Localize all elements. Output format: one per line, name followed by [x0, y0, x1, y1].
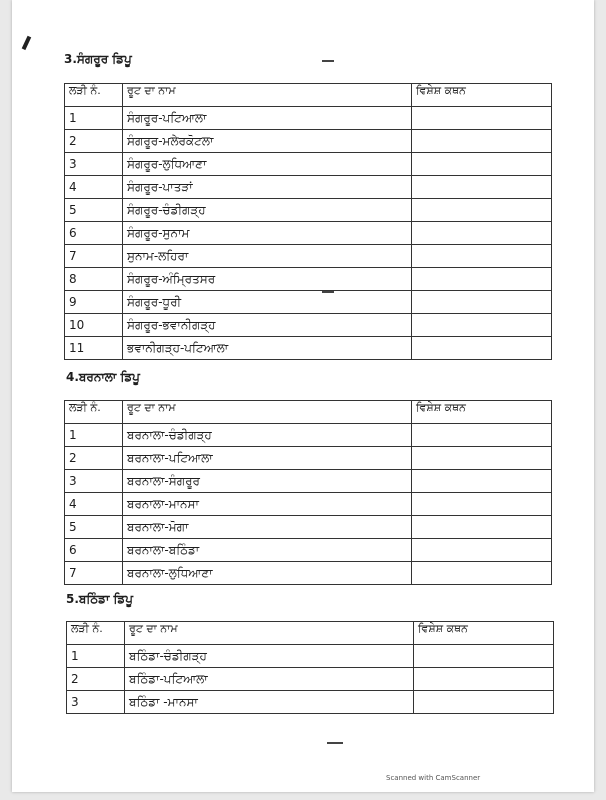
serial-cell: 9: [65, 291, 123, 314]
serial-cell: 1: [65, 107, 123, 130]
table-row: [65, 493, 552, 516]
remarks-cell: [412, 222, 552, 245]
table-header-row: [65, 401, 552, 424]
route-cell: ਬਰਨਾਲਾ-ਬਠਿੰਡਾ: [123, 539, 412, 562]
serial-cell: 6: [65, 222, 123, 245]
remarks-cell: [412, 176, 552, 199]
route-cell: ਸੰਗਰੂਰ-ਚੰਡੀਗੜ੍ਹ: [123, 199, 412, 222]
table-row: [65, 222, 552, 245]
col-header-serial: ਲੜੀ ਨੰ.: [65, 84, 123, 107]
scanner-watermark: Scanned with CamScanner: [386, 774, 481, 782]
col-header-serial: ਲੜੀ ਨੰ.: [65, 401, 123, 424]
table-row: [65, 130, 552, 153]
route-cell: ਬਰਨਾਲਾ-ਪਟਿਆਲਾ: [123, 447, 412, 470]
table-row: [65, 153, 552, 176]
remarks-cell: [412, 153, 552, 176]
table-row: [65, 314, 552, 337]
table-row: [65, 424, 552, 447]
table-row: [65, 245, 552, 268]
col-header-route: ਰੂਟ ਦਾ ਨਾਮ: [125, 622, 414, 645]
route-cell: ਭਵਾਨੀਗੜ੍ਹ-ਪਟਿਆਲਾ: [123, 337, 412, 360]
table-row: [65, 470, 552, 493]
col-header-remarks: ਵਿਸ਼ੇਸ਼ ਕਥਨ: [412, 84, 552, 107]
remarks-cell: [412, 424, 552, 447]
col-header-route: ਰੂਟ ਦਾ ਨਾਮ: [123, 401, 412, 424]
route-cell: ਸੰਗਰੂਰ-ਮਲੇਰਕੋਟਲਾ: [123, 130, 412, 153]
table-row: [65, 539, 552, 562]
route-cell: ਬਠਿੰਡਾ -ਮਾਨਸਾ: [125, 691, 414, 714]
remarks-cell: [412, 562, 552, 585]
route-cell: ਸੰਗਰੂਰ-ਪਟਿਆਲਾ: [123, 107, 412, 130]
serial-cell: 7: [65, 562, 123, 585]
serial-cell: 1: [67, 645, 125, 668]
table-row: [65, 337, 552, 360]
serial-cell: 5: [65, 516, 123, 539]
table-row: [65, 176, 552, 199]
table-row: [65, 447, 552, 470]
table-row: [65, 199, 552, 222]
routes-table-sangrur: [64, 83, 552, 360]
table-row: [65, 516, 552, 539]
route-cell: ਬਰਨਾਲਾ-ਮਾਨਸਾ: [123, 493, 412, 516]
route-cell: ਬਠਿੰਡਾ-ਚੰਡੀਗੜ੍ਹ: [125, 645, 414, 668]
remarks-cell: [412, 107, 552, 130]
serial-cell: 3: [65, 153, 123, 176]
route-cell: ਸੰਗਰੂਰ-ਅੰਮ੍ਰਿਤਸਰ: [123, 268, 412, 291]
serial-cell: 5: [65, 199, 123, 222]
col-header-remarks: ਵਿਸ਼ੇਸ਼ ਕਥਨ: [412, 401, 552, 424]
table-row: [65, 562, 552, 585]
serial-cell: 3: [67, 691, 125, 714]
remarks-cell: [412, 539, 552, 562]
remarks-cell: [412, 268, 552, 291]
table-row: [67, 645, 554, 668]
serial-cell: 1: [65, 424, 123, 447]
remarks-cell: [414, 645, 554, 668]
routes-table-bathinda: [66, 621, 554, 714]
remarks-cell: [412, 516, 552, 539]
remarks-cell: [412, 245, 552, 268]
route-cell: ਬਰਨਾਲਾ-ਲੁਧਿਆਣਾ: [123, 562, 412, 585]
table-header-row: [67, 622, 554, 645]
table-row: [65, 107, 552, 130]
remarks-cell: [412, 291, 552, 314]
remarks-cell: [412, 199, 552, 222]
section-heading-sangrur: 3.ਸੰਗਰੂਰ ਡਿਪੂ: [64, 52, 132, 66]
serial-cell: 4: [65, 176, 123, 199]
route-cell: ਸੰਗਰੂਰ-ਲੁਧਿਆਣਾ: [123, 153, 412, 176]
route-cell: ਬਠਿੰਡਾ-ਪਟਿਆਲਾ: [125, 668, 414, 691]
table-row: [65, 291, 552, 314]
serial-cell: 6: [65, 539, 123, 562]
remarks-cell: [412, 130, 552, 153]
route-cell: ਬਰਨਾਲਾ-ਸੰਗਰੂਰ: [123, 470, 412, 493]
table-header-row: [65, 84, 552, 107]
serial-cell: 2: [67, 668, 125, 691]
col-header-serial: ਲੜੀ ਨੰ.: [67, 622, 125, 645]
serial-cell: 7: [65, 245, 123, 268]
section-heading-barnala: 4.ਬਰਨਾਲਾ ਡਿਪੂ: [66, 370, 140, 384]
remarks-cell: [414, 668, 554, 691]
col-header-route: ਰੂਟ ਦਾ ਨਾਮ: [123, 84, 412, 107]
serial-cell: 2: [65, 447, 123, 470]
route-cell: ਸੁਨਾਮ-ਲਹਿਰਾ: [123, 245, 412, 268]
serial-cell: 2: [65, 130, 123, 153]
stray-mark: [327, 742, 343, 744]
route-cell: ਸੰਗਰੂਰ-ਧੂਰੀ: [123, 291, 412, 314]
section-heading-bathinda: 5.ਬਠਿੰਡਾ ਡਿਪੂ: [66, 592, 133, 606]
route-cell: ਸੰਗਰੂਰ-ਸੁਨਾਮ: [123, 222, 412, 245]
table-row: [65, 268, 552, 291]
col-header-remarks: ਵਿਸ਼ੇਸ਼ ਕਥਨ: [414, 622, 554, 645]
serial-cell: 11: [65, 337, 123, 360]
route-cell: ਸੰਗਰੂਰ-ਭਵਾਨੀਗੜ੍ਹ: [123, 314, 412, 337]
route-cell: ਬਰਨਾਲਾ-ਮੋਗਾ: [123, 516, 412, 539]
serial-cell: 10: [65, 314, 123, 337]
remarks-cell: [412, 337, 552, 360]
route-cell: ਸੰਗਰੂਰ-ਪਾਤੜਾਂ: [123, 176, 412, 199]
route-cell: ਬਰਨਾਲਾ-ਚੰਡੀਗੜ੍ਹ: [123, 424, 412, 447]
table-row: [67, 668, 554, 691]
stray-mark: [322, 60, 334, 62]
serial-cell: 3: [65, 470, 123, 493]
remarks-cell: [414, 691, 554, 714]
remarks-cell: [412, 493, 552, 516]
routes-table-barnala: [64, 400, 552, 585]
table-row: [67, 691, 554, 714]
serial-cell: 4: [65, 493, 123, 516]
serial-cell: 8: [65, 268, 123, 291]
remarks-cell: [412, 314, 552, 337]
remarks-cell: [412, 470, 552, 493]
remarks-cell: [412, 447, 552, 470]
